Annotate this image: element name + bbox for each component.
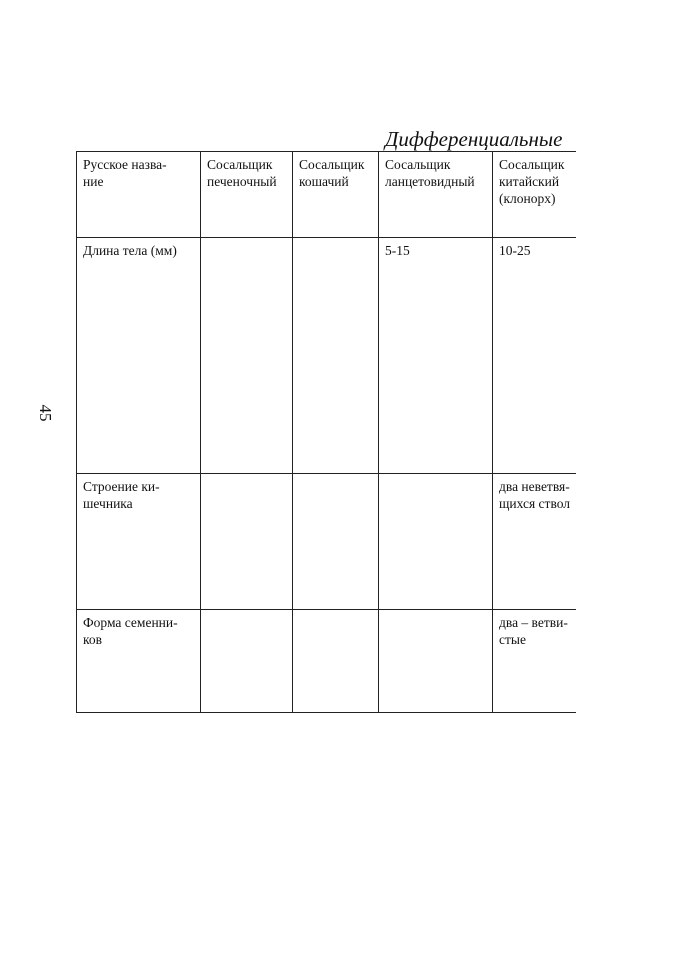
table-cell bbox=[293, 610, 379, 713]
table-cell: 10-25 bbox=[493, 238, 577, 474]
table-cell: два – ветви- стые bbox=[493, 610, 577, 713]
table-cell bbox=[201, 610, 293, 713]
header-cell-opisthorchis-felineus: Сосальщик кошачий bbox=[293, 152, 379, 238]
table-container bbox=[76, 151, 576, 714]
table-cell bbox=[293, 238, 379, 474]
table-cell: 5-15 bbox=[379, 238, 493, 474]
page-number: 45 bbox=[36, 404, 55, 422]
header-cell-fasciola-hepatica: Сосальщик печеночный bbox=[201, 152, 293, 238]
table-cell bbox=[293, 474, 379, 610]
table-cell bbox=[379, 474, 493, 610]
comparison-table bbox=[76, 151, 576, 713]
table-cell: два неветвя- щихся ствол bbox=[493, 474, 577, 610]
table-header-row bbox=[77, 152, 577, 238]
header-cell-russian-name: Русское назва- ние bbox=[77, 152, 201, 238]
table-cell bbox=[379, 610, 493, 713]
table-cell bbox=[201, 238, 293, 474]
row-label-testes-shape: Форма семенни- ков bbox=[77, 610, 201, 713]
row-label-body-length: Длина тела (мм) bbox=[77, 238, 201, 474]
table-cell bbox=[201, 474, 293, 610]
table-row bbox=[77, 610, 577, 713]
header-cell-dicrocoelium-lanceatum: Сосальщик ланцетовидный bbox=[379, 152, 493, 238]
header-cell-clonorchis-sinensis: Сосальщик китайский (клонорх) bbox=[493, 152, 577, 238]
table-row bbox=[77, 474, 577, 610]
row-label-intestine-structure: Строение ки- шечника bbox=[77, 474, 201, 610]
table-heading: Дифференциальные bbox=[385, 127, 563, 151]
table-row bbox=[77, 238, 577, 474]
